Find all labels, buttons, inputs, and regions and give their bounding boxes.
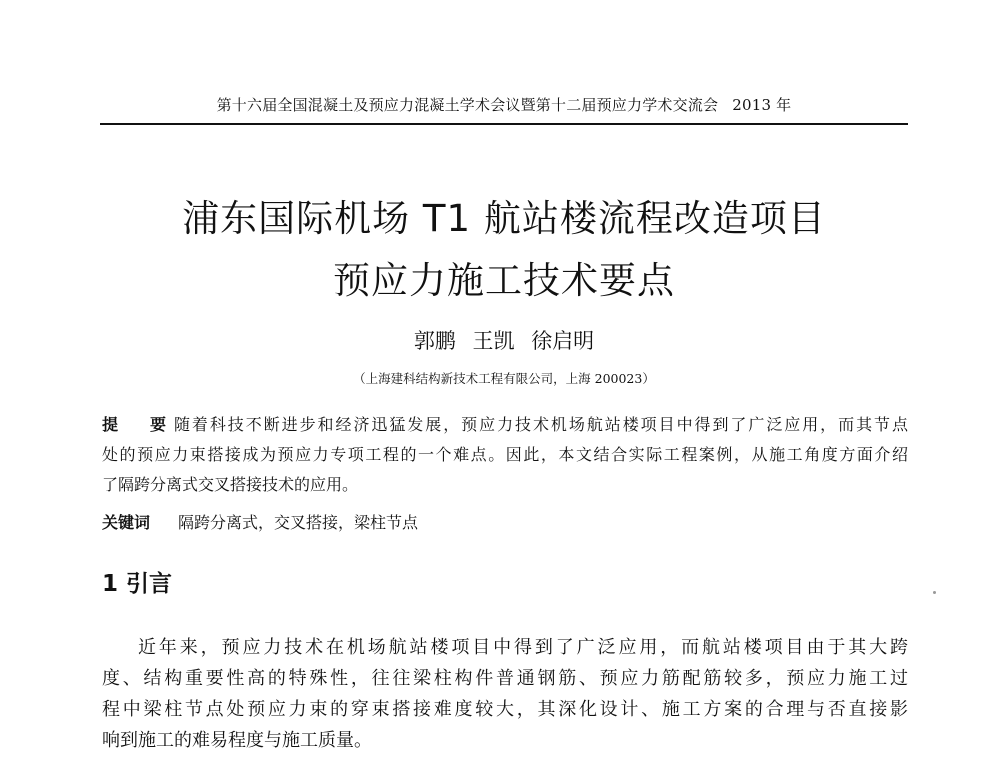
header-rule [100,123,908,125]
paper-title-line-2: 预应力施工技术要点 [333,259,675,302]
paragraph-line: 度、结构重要性高的特殊性，往往梁柱构件普通钢筋、预应力筋配筋较多，预应力施工过 [102,668,908,689]
abstract [102,410,908,500]
scan-speck [933,591,936,594]
abstract-line [102,410,908,440]
abstract-text: 随着科技不断进步和经济迅猛发展，预应力技术机场航站楼项目中得到了广泛应用，而其节点 [172,415,908,434]
abstract-label: 提 要 [102,415,172,434]
keywords [102,508,908,538]
abstract-line: 处的预应力束搭接成为预应力专项工程的一个难点。因此，本文结合实际工程案例，从施工角度方面介绍 [102,445,908,464]
author-list [100,325,908,355]
keywords-text: 隔跨分离式，交叉搭接，梁柱节点 [178,513,419,532]
author-affiliation: （上海建科结构新技术工程有限公司，上海 200023） [353,371,655,386]
conference-name: 第十六届全国混凝土及预应力混凝土学术会议暨第十二届预应力学术交流会 [216,96,719,114]
author-name: 徐启明 [531,329,595,353]
paragraph-line: 近年来，预应力技术在机场航站楼项目中得到了广泛应用，而航站楼项目由于其大跨 [138,637,908,658]
paragraph-line: 响到施工的难易程度与施工质量。 [102,730,372,751]
paragraph-line: 程中梁柱节点处预应力束的穿束搭接难度较大，其深化设计、施工方案的合理与否直接影 [102,699,908,720]
conference-year: 2013 年 [732,96,792,114]
paper-title-line-1: 浦东国际机场 T1 航站楼流程改造项目 [182,197,826,240]
introduction-paragraph [102,632,908,756]
keywords-label: 关键词 [102,513,151,532]
running-header [100,94,908,115]
author-name: 王凯 [472,329,515,353]
abstract-line: 了隔跨分离式交叉搭接技术的应用。 [102,475,359,494]
section-heading-introduction: 1 引言 [102,571,173,597]
author-name: 郭鹏 [413,329,456,353]
